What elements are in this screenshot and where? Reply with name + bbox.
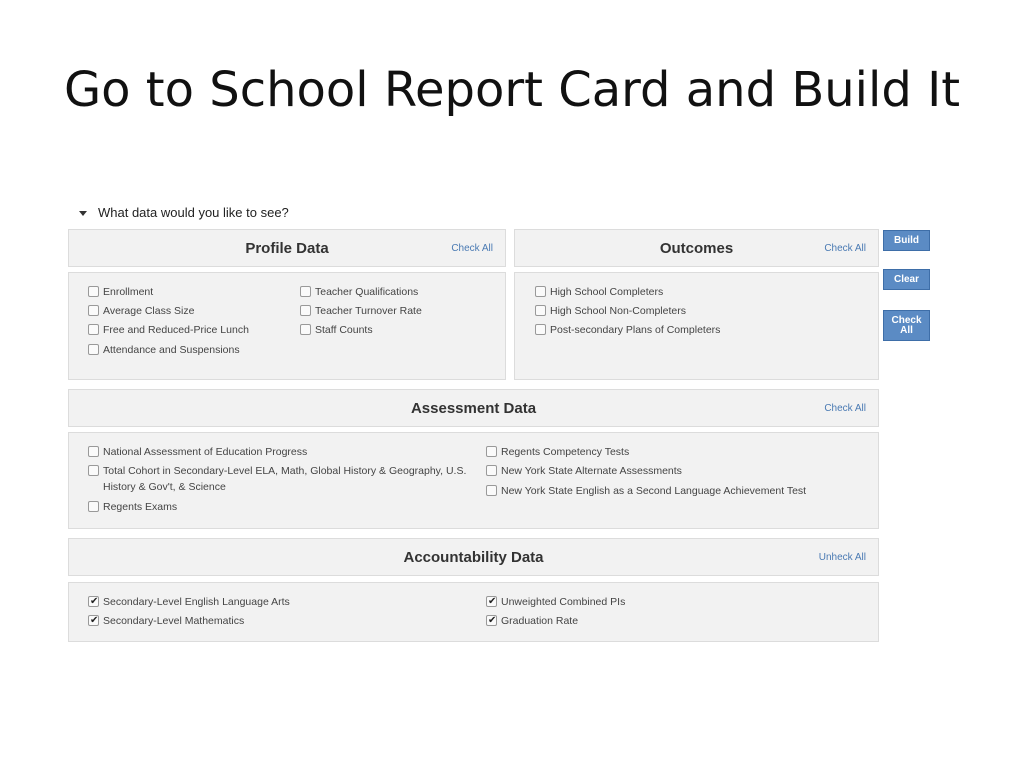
profile-data-header bbox=[68, 229, 506, 267]
profile-data-title: Profile Data bbox=[245, 239, 329, 257]
checkbox-post-secondary-plans[interactable] bbox=[535, 322, 720, 338]
checkbox-box[interactable] bbox=[300, 324, 311, 335]
checkbox-label: Staff Counts bbox=[315, 324, 373, 336]
checkbox-box[interactable] bbox=[300, 305, 311, 316]
checkbox-teacher-turnover-rate[interactable] bbox=[300, 303, 422, 319]
checkbox-box-checked[interactable] bbox=[88, 596, 99, 607]
checkbox-unweighted-combined-pis[interactable] bbox=[486, 594, 625, 610]
checkbox-label: Unweighted Combined PIs bbox=[501, 596, 626, 608]
data-selection-disclosure[interactable] bbox=[79, 205, 289, 220]
accountability-data-title: Accountability Data bbox=[403, 548, 544, 566]
checkbox-attendance-suspensions[interactable] bbox=[88, 342, 240, 358]
checkbox-label: New York State Alternate Assessments bbox=[501, 465, 682, 477]
check-all-button-line2: All bbox=[900, 324, 913, 336]
checkbox-label: New York State English as a Second Language Achievement Test bbox=[501, 485, 807, 497]
checkbox-graduation-rate[interactable] bbox=[486, 613, 578, 629]
checkbox-hs-completers[interactable] bbox=[535, 284, 663, 300]
checkbox-label: Free and Reduced-Price Lunch bbox=[103, 324, 249, 336]
checkbox-label: Secondary-Level Mathematics bbox=[103, 615, 245, 627]
checkbox-label-line1: Total Cohort in Secondary-Level ELA, Math, Global History & Geography, U.S. bbox=[103, 465, 467, 477]
checkbox-box[interactable] bbox=[88, 465, 99, 476]
checkbox-box[interactable] bbox=[486, 465, 497, 476]
checkbox-label bbox=[103, 463, 466, 495]
checkbox-label: Regents Exams bbox=[103, 501, 178, 513]
checkbox-label: Average Class Size bbox=[103, 305, 195, 317]
checkbox-regents-exams[interactable] bbox=[88, 499, 177, 515]
outcomes-panel bbox=[514, 272, 879, 380]
checkbox-label: Secondary-Level English Language Arts bbox=[103, 596, 290, 608]
checkbox-nyseslat[interactable] bbox=[486, 483, 806, 499]
checkbox-box[interactable] bbox=[535, 305, 546, 316]
checkbox-secondary-math[interactable] bbox=[88, 613, 244, 629]
checkbox-box[interactable] bbox=[535, 286, 546, 297]
checkbox-box[interactable] bbox=[535, 324, 546, 335]
checkbox-label: High School Completers bbox=[550, 286, 664, 298]
checkbox-label: Post-secondary Plans of Completers bbox=[550, 324, 721, 336]
profile-check-all-link[interactable]: Check All bbox=[451, 242, 493, 254]
checkbox-label: Regents Competency Tests bbox=[501, 446, 630, 458]
checkbox-box[interactable] bbox=[88, 446, 99, 457]
checkbox-label: High School Non-Completers bbox=[550, 305, 686, 317]
assessment-check-all-link[interactable]: Check All bbox=[824, 402, 866, 414]
checkbox-box-checked[interactable] bbox=[486, 596, 497, 607]
caret-down-icon bbox=[79, 211, 87, 216]
outcomes-header bbox=[514, 229, 879, 267]
outcomes-check-all-link[interactable]: Check All bbox=[824, 242, 866, 254]
checkbox-free-reduced-lunch[interactable] bbox=[88, 322, 249, 338]
checkbox-box[interactable] bbox=[88, 344, 99, 355]
checkbox-teacher-qualifications[interactable] bbox=[300, 284, 418, 300]
checkbox-regents-competency[interactable] bbox=[486, 444, 629, 460]
checkbox-hs-non-completers[interactable] bbox=[535, 303, 686, 319]
checkbox-label: Attendance and Suspensions bbox=[103, 344, 240, 356]
checkbox-box[interactable] bbox=[88, 286, 99, 297]
checkbox-label: Graduation Rate bbox=[501, 615, 579, 627]
checkbox-label: Teacher Turnover Rate bbox=[315, 305, 422, 317]
checkbox-box[interactable] bbox=[300, 286, 311, 297]
check-all-button-line1: Check bbox=[891, 314, 922, 326]
checkbox-label-line2: History & Gov't, & Science bbox=[103, 481, 226, 493]
outcomes-title: Outcomes bbox=[659, 239, 734, 257]
checkbox-enrollment[interactable] bbox=[88, 284, 153, 300]
checkbox-box[interactable] bbox=[486, 485, 497, 496]
accountability-uncheck-all-link[interactable]: Unheck All bbox=[818, 551, 866, 563]
assessment-data-title: Assessment Data bbox=[410, 399, 537, 417]
checkbox-nys-alternate[interactable] bbox=[486, 463, 682, 479]
checkbox-label: Teacher Qualifications bbox=[315, 286, 419, 298]
checkbox-total-cohort[interactable] bbox=[88, 463, 478, 495]
slide-title: Go to School Report Card and Build It bbox=[63, 62, 961, 118]
checkbox-box-checked[interactable] bbox=[88, 615, 99, 626]
build-button[interactable]: Build bbox=[883, 230, 930, 251]
accountability-data-header bbox=[68, 538, 879, 576]
checkbox-box[interactable] bbox=[88, 501, 99, 512]
profile-data-panel bbox=[68, 272, 506, 380]
check-all-button[interactable] bbox=[883, 310, 930, 341]
assessment-data-header bbox=[68, 389, 879, 427]
checkbox-box[interactable] bbox=[88, 324, 99, 335]
accountability-data-panel bbox=[68, 582, 879, 642]
checkbox-box[interactable] bbox=[88, 305, 99, 316]
checkbox-average-class-size[interactable] bbox=[88, 303, 194, 319]
checkbox-secondary-ela[interactable] bbox=[88, 594, 290, 610]
checkbox-naep[interactable] bbox=[88, 444, 307, 460]
checkbox-label: National Assessment of Education Progress bbox=[103, 446, 308, 458]
checkbox-box-checked[interactable] bbox=[486, 615, 497, 626]
clear-button[interactable]: Clear bbox=[883, 269, 930, 290]
checkbox-staff-counts[interactable] bbox=[300, 322, 373, 338]
checkbox-label: Enrollment bbox=[103, 286, 154, 298]
checkbox-box[interactable] bbox=[486, 446, 497, 457]
assessment-data-panel bbox=[68, 432, 879, 529]
disclosure-label: What data would you like to see? bbox=[98, 205, 289, 220]
